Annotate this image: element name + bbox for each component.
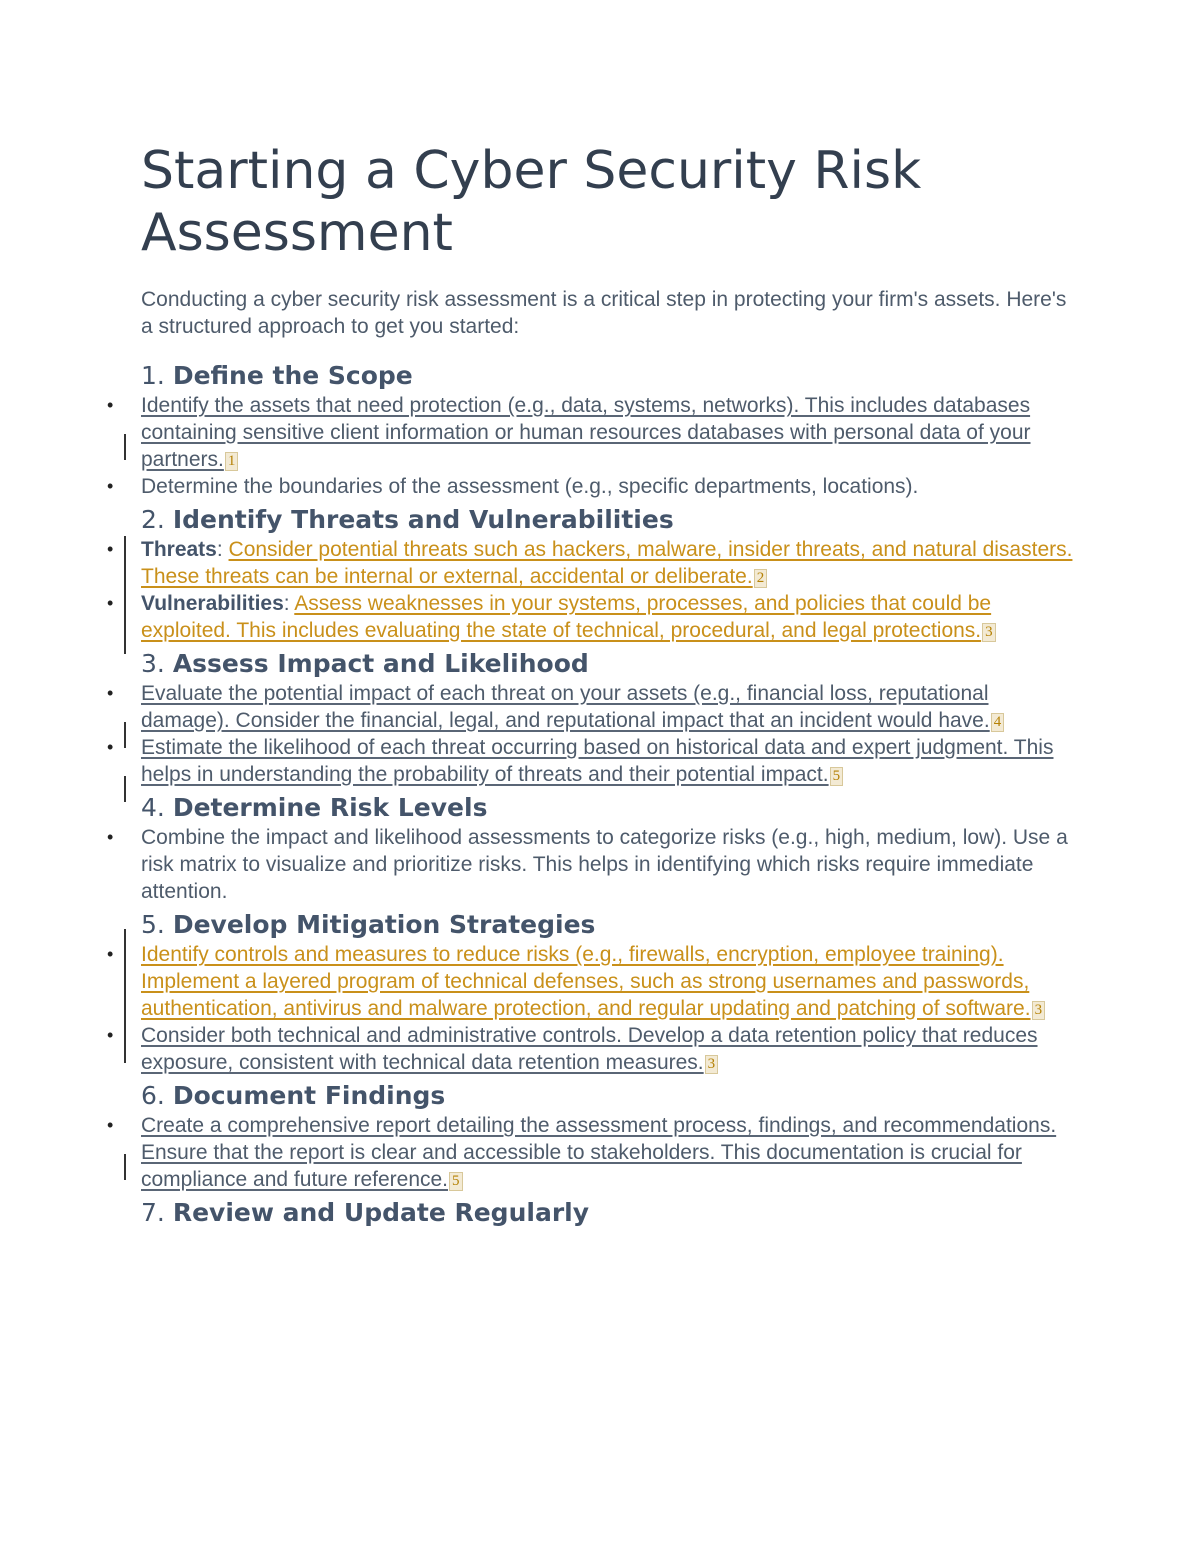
section-heading-mitigation xyxy=(141,909,1081,941)
section-title: Develop Mitigation Strategies xyxy=(172,910,596,939)
item-label: Threats xyxy=(141,538,217,561)
item-text: Evaluate the potential impact of each threat on your assets (e.g., financial loss, reputational damage). Consider the financial, legal, and reputational impact that an incident would have. xyxy=(141,682,990,732)
section-heading-risk-levels xyxy=(141,792,1081,824)
citation-marker[interactable]: 1 xyxy=(225,452,239,471)
section-number: 6. xyxy=(141,1081,165,1110)
section-title: Identify Threats and Vulnerabilities xyxy=(172,505,674,534)
section-title: Define the Scope xyxy=(172,361,413,390)
item-text: Estimate the likelihood of each threat occurring based on historical data and expert judgment. This helps in understanding the probability of threats and their potential impact. xyxy=(141,736,1054,786)
citation-marker[interactable]: 5 xyxy=(449,1172,463,1191)
intro-paragraph: Conducting a cyber security risk assessment is a critical step in protecting your firm's assets. Here's a structured approach to get you started: xyxy=(141,288,1067,338)
revision-bar xyxy=(124,722,126,748)
section-heading-impact xyxy=(141,648,1081,680)
item-text: Identify the assets that need protection (e.g., data, systems, networks). This includes databases containing sensitive client information or human resources databases with personal data of your partners. xyxy=(141,394,1031,471)
bullet: • xyxy=(107,1025,114,1045)
list-item: • Threats: Consider potential threats such as hackers, malware, insider threats, and natural disasters. These threats can be internal or external, accidental or deliberate. 2 xyxy=(141,536,1081,590)
section-heading-document-findings xyxy=(141,1080,1081,1112)
citation-marker[interactable]: 3 xyxy=(982,623,996,642)
revision-bar xyxy=(124,1154,126,1180)
section-heading-threats xyxy=(141,504,1081,536)
citation-marker[interactable]: 3 xyxy=(705,1055,719,1074)
list-item xyxy=(107,941,1081,1022)
bullet: • xyxy=(107,827,114,847)
item-label: Vulnerabilities xyxy=(141,592,284,615)
section-list xyxy=(107,1112,1081,1193)
section-title: Document Findings xyxy=(172,1081,446,1110)
item-text: Consider both technical and administrative controls. Develop a data retention policy that reduces exposure, consistent with technical data retention measures. xyxy=(141,1024,1038,1074)
revision-bar xyxy=(124,929,126,1049)
section-number: 1. xyxy=(141,361,165,390)
section-heading-define-scope xyxy=(141,360,1081,392)
item-text: Combine the impact and likelihood assessments to categorize risks (e.g., high, medium, low). Use a risk matrix to visualize and prioritize risks. This helps in identifying which risks require immediate attention. xyxy=(141,826,1068,903)
bullet: • xyxy=(107,683,114,703)
revision-bar xyxy=(124,434,126,460)
section-list xyxy=(107,536,1081,644)
list-item xyxy=(107,473,1081,500)
section-number: 2. xyxy=(141,505,165,534)
list-item xyxy=(107,734,1081,788)
page-title: Starting a Cyber Security Risk Assessment xyxy=(141,141,922,263)
section-number: 7. xyxy=(141,1198,165,1227)
bullet: • xyxy=(107,593,114,613)
citation-marker[interactable]: 4 xyxy=(991,713,1005,732)
item-text: Create a comprehensive report detailing the assessment process, findings, and recommendations. Ensure that the report is clear and accessible to stakeholders. This documentation is crucial for compliance and future reference. xyxy=(141,1114,1057,1191)
item-text: Consider potential threats such as hackers, malware, insider threats, and natural disasters. These threats can be internal or external, accidental or deliberate. xyxy=(141,538,1073,588)
list-item xyxy=(107,1112,1081,1193)
section-list xyxy=(107,824,1081,905)
section-list xyxy=(107,680,1081,788)
bullet: • xyxy=(107,737,114,757)
bullet: • xyxy=(107,395,114,415)
section-title: Assess Impact and Likelihood xyxy=(172,649,589,678)
section-title: Review and Update Regularly xyxy=(172,1198,590,1227)
list-item xyxy=(107,680,1081,734)
bullet: • xyxy=(107,944,114,964)
revision-bar xyxy=(124,776,126,802)
bullet: • xyxy=(107,476,114,496)
section-heading-review xyxy=(141,1197,1081,1229)
section-list xyxy=(107,941,1081,1076)
section-list xyxy=(107,392,1081,500)
section-number: 5. xyxy=(141,910,165,939)
item-text: Assess weaknesses in your systems, processes, and policies that could be exploited. This includes evaluating the state of technical, procedural, and legal protections. xyxy=(141,592,992,642)
section-title: Determine Risk Levels xyxy=(172,793,488,822)
citation-marker[interactable]: 3 xyxy=(1032,1001,1046,1020)
bullet: • xyxy=(107,539,114,559)
revision-bar xyxy=(124,1037,126,1063)
document-page xyxy=(107,140,1081,1229)
list-item xyxy=(107,1022,1081,1076)
list-item: • Vulnerabilities: Assess weaknesses in your systems, processes, and policies that could be exploited. This includes evaluating the state of technical, procedural, and legal protections. 3 xyxy=(141,590,1081,644)
list-item xyxy=(107,824,1081,905)
section-number: 4. xyxy=(141,793,165,822)
citation-marker[interactable]: 2 xyxy=(754,569,768,588)
section-number: 3. xyxy=(141,649,165,678)
item-text: Identify controls and measures to reduce risks (e.g., firewalls, encryption, employee training). Implement a layered program of technical defenses, such as strong usernames and passwords, authentication, antivirus and malware protection, and regular updating and patching of software. xyxy=(141,943,1031,1020)
bullet: • xyxy=(107,1115,114,1135)
item-text: Determine the boundaries of the assessment (e.g., specific departments, locations). xyxy=(141,475,919,498)
list-item xyxy=(107,392,1081,473)
revision-bar xyxy=(124,536,126,654)
citation-marker[interactable]: 5 xyxy=(830,767,844,786)
